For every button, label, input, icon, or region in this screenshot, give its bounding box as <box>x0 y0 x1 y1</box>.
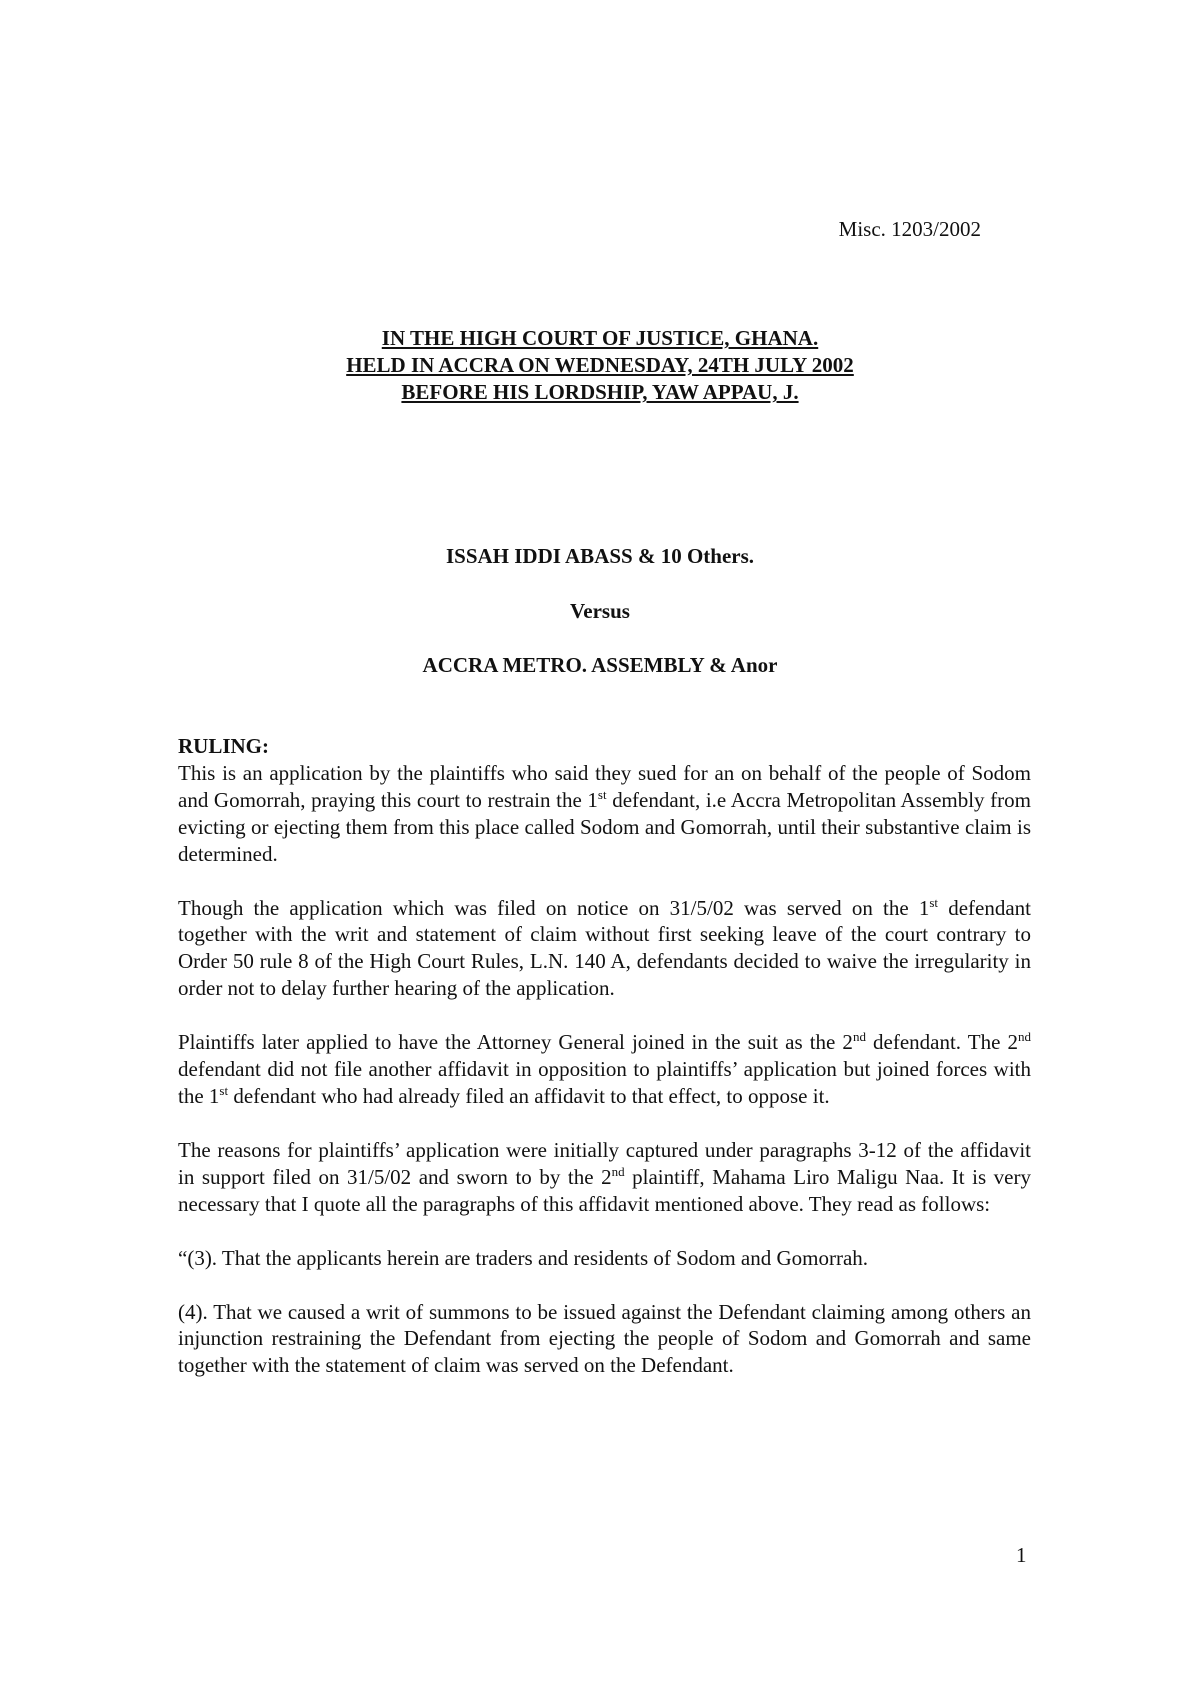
ruling-body <box>178 733 1031 1406</box>
versus-label: Versus <box>570 599 630 623</box>
paragraph-3: Plaintiffs later applied to have the Attorney General joined in the suit as the 2nd defendant. The 2nd defendant did not file another affidavit in opposition to plaintiffs’ application but joined forces with the 1st defendant who had already filed an affidavit to that effect, to oppose it. <box>178 1029 1031 1108</box>
paragraph-5: “(3). That the applicants herein are traders and residents of Sodom and Gomorrah. <box>178 1245 869 1270</box>
page-number: 1 <box>1016 1543 1027 1567</box>
court-header-line-1: IN THE HIGH COURT OF JUSTICE, GHANA. <box>381 326 819 350</box>
plaintiffs-title: ISSAH IDDI ABASS & 10 Others. <box>445 544 755 568</box>
case-number: Misc. 1203/2002 <box>838 217 981 241</box>
paragraph-4: The reasons for plaintiffs’ application were initially captured under paragraphs 3-12 of the affidavit in support filed on 31/5/02 and sworn to by the 2nd plaintiff, Mahama Liro Maligu Naa. It is very necessary that I quote all the paragraphs of this affidavit mentioned above. They read as follows: <box>178 1137 1031 1216</box>
court-header <box>0 325 1200 406</box>
court-header-line-2: HELD IN ACCRA ON WEDNESDAY, 24TH JULY 2002 <box>346 353 854 377</box>
paragraph-1: This is an application by the plaintiffs who said they sued for an on behalf of the people of Sodom and Gomorrah, praying this court to restrain the 1st defendant, i.e Accra Metropolitan Assembly from evicting or ejecting them from this place called Sodom and Gomorrah, until their substantive claim is determined. <box>178 760 1031 866</box>
paragraph-6: (4). That we caused a writ of summons to be issued against the Defendant claiming among others an injunction restraining the Defendant from ejecting the people of Sodom and Gomorrah and same together with the statement of claim was served on the Defendant. <box>178 1299 1031 1378</box>
court-header-line-3: BEFORE HIS LORDSHIP, YAW APPAU, J. <box>401 380 799 404</box>
ruling-heading: RULING: <box>178 734 270 758</box>
defendants-title: ACCRA METRO. ASSEMBLY & Anor <box>422 653 778 677</box>
paragraph-2: Though the application which was filed on notice on 31/5/02 was served on the 1st defendant together with the writ and statement of claim without first seeking leave of the court contrary to Order 50 rule 8 of the High Court Rules, L.N. 140 A, defendants decided to waive the irregularity in order not to delay further hearing of the application. <box>178 894 1031 1001</box>
